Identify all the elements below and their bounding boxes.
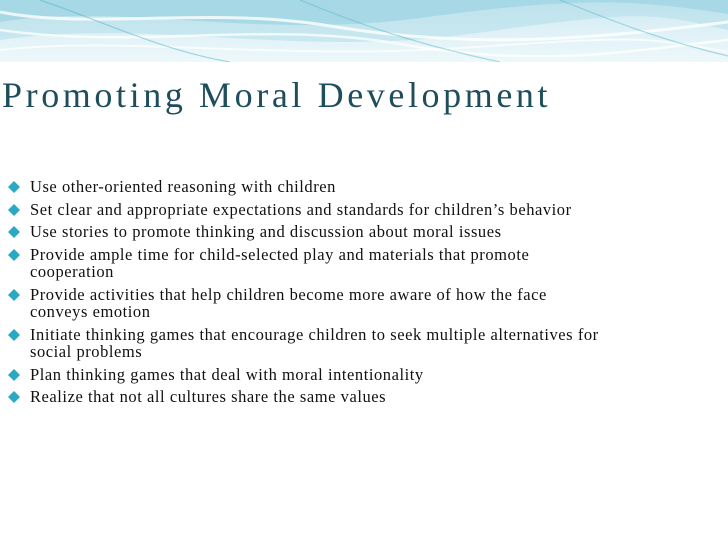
bullet-list <box>8 178 608 411</box>
decorative-wave-banner <box>0 0 728 62</box>
list-item <box>8 246 608 281</box>
list-item <box>8 366 608 384</box>
bullet-text: Use other-oriented reasoning with children <box>30 177 336 196</box>
list-item <box>8 388 608 406</box>
diamond-bullet-icon <box>8 289 20 301</box>
diamond-bullet-icon <box>8 249 20 261</box>
list-item <box>8 223 608 241</box>
diamond-bullet-icon <box>8 369 20 381</box>
list-item <box>8 201 608 219</box>
diamond-bullet-icon <box>8 226 20 238</box>
slide-title: Promoting Moral Development <box>2 75 552 115</box>
bullet-text: Set clear and appropriate expectations and standards for children’s behavior <box>30 199 572 219</box>
bullet-text: Provide ample time for child-selected play and materials that promote cooperation <box>30 244 530 281</box>
list-item <box>8 326 608 361</box>
diamond-bullet-icon <box>8 329 20 341</box>
bullet-text: Provide activities that help children become more aware of how the face conveys emotion <box>30 284 547 321</box>
bullet-text: Realize that not all cultures share the same values <box>30 387 387 406</box>
diamond-bullet-icon <box>8 204 20 216</box>
list-item <box>8 286 608 321</box>
diamond-bullet-icon <box>8 391 20 403</box>
bullet-text: Plan thinking games that deal with moral intentionality <box>30 364 424 384</box>
bullet-text: Use stories to promote thinking and discussion about moral issues <box>30 222 502 241</box>
diamond-bullet-icon <box>8 181 20 193</box>
list-item <box>8 178 608 196</box>
bullet-text: Initiate thinking games that encourage children to seek multiple alternatives for social problems <box>30 324 599 361</box>
